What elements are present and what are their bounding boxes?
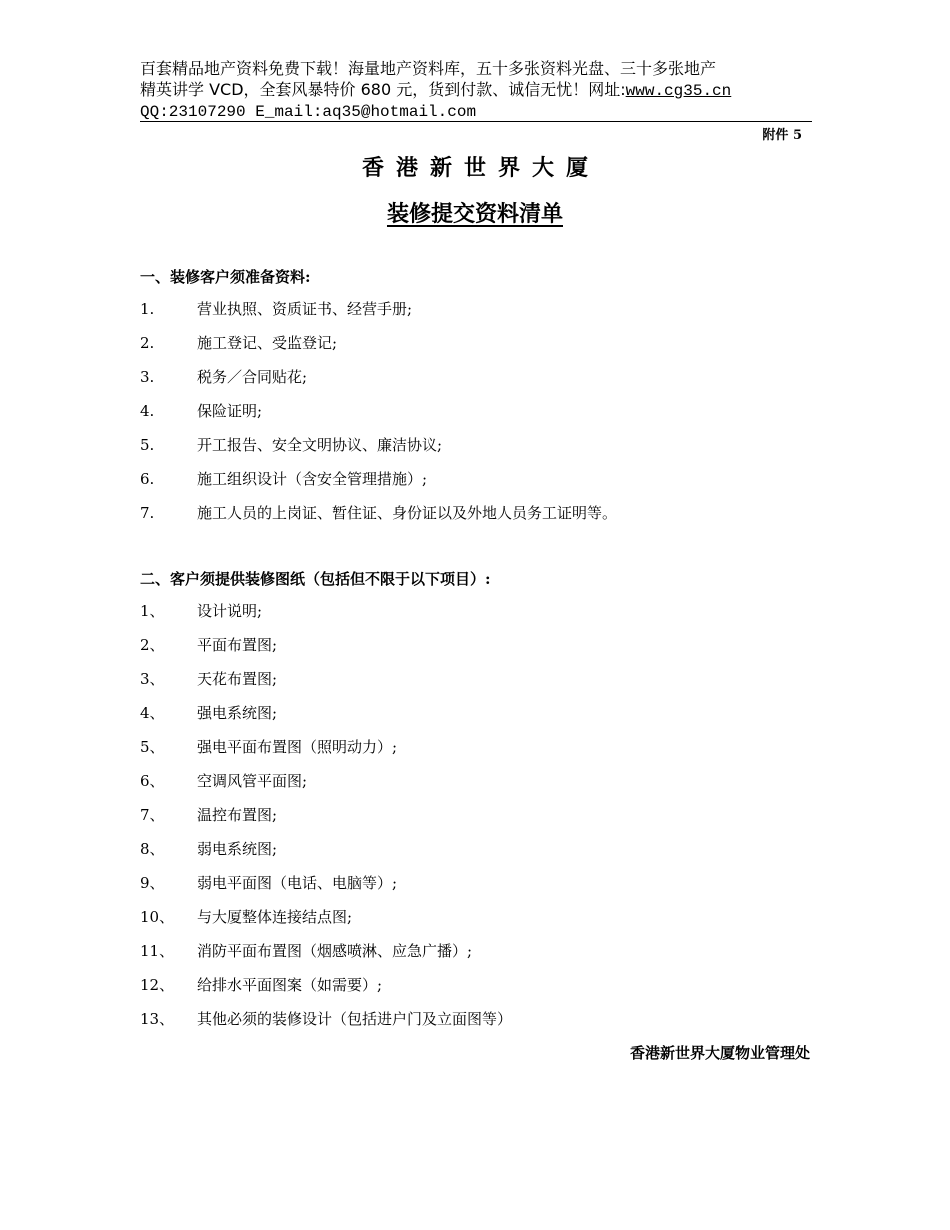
list-item: [140, 934, 812, 968]
list-item: [140, 764, 812, 798]
list-item: [140, 968, 812, 1002]
list-item: [140, 866, 812, 900]
list-item: [140, 1002, 812, 1036]
ad-line-1: 百套精品地产资料免费下载！海量地产资料库，五十多张资料光盘、三十多张地产: [140, 59, 717, 78]
item-number: 8、: [140, 840, 165, 858]
item-text: 强电平面布置图（照明动力）;: [197, 738, 398, 756]
item-text: 施工组织设计（含安全管理措施）;: [197, 470, 428, 488]
item-number: 4、: [140, 704, 165, 722]
item-list: [140, 594, 812, 1036]
header-divider: [140, 121, 812, 122]
attachment-label: 附件 5: [762, 128, 802, 143]
document-subtitle: 装修提交资料清单: [386, 201, 563, 227]
list-item: [140, 662, 812, 696]
website-link[interactable]: www.cg35.cn: [625, 82, 732, 100]
ad-line-2-text: 精英讲学 VCD，全套风暴特价 680 元，货到付款、诚信无忧！网址:: [140, 80, 626, 99]
ad-line-2: [140, 79, 812, 102]
list-item: [140, 594, 812, 628]
item-text: 保险证明;: [197, 402, 263, 420]
list-item: [140, 394, 812, 428]
list-item: [140, 696, 812, 730]
item-number: 9、: [140, 874, 165, 892]
item-number: 2、: [140, 636, 165, 654]
list-item: [140, 900, 812, 934]
item-number: 2.: [140, 334, 155, 352]
item-text: 弱电系统图;: [197, 840, 278, 858]
item-text: 开工报告、安全文明协议、廉洁协议;: [197, 436, 443, 454]
item-text: 给排水平面图案（如需要）;: [197, 976, 383, 994]
item-text: 与大厦整体连接结点图;: [197, 908, 353, 926]
item-text: 温控布置图;: [197, 806, 278, 824]
list-item: [140, 798, 812, 832]
item-number: 4.: [140, 402, 155, 420]
section-heading: 二、客户须提供装修图纸（包括但不限于以下项目）:: [140, 570, 491, 588]
list-item: [140, 730, 812, 764]
item-text: 其他必须的装修设计（包括进户门及立面图等）: [197, 1010, 513, 1028]
list-item: [140, 462, 812, 496]
item-list: [140, 292, 812, 530]
item-number: 1.: [140, 300, 155, 318]
item-text: 天花布置图;: [197, 670, 278, 688]
document-title: 香港新世界大厦: [361, 155, 600, 181]
item-text: 空调风管平面图;: [197, 772, 308, 790]
item-text: 平面布置图;: [197, 636, 278, 654]
item-number: 12、: [140, 976, 175, 994]
section-required-drawings: [140, 564, 812, 1036]
list-item: [140, 326, 812, 360]
item-number: 1、: [140, 602, 165, 620]
list-item: [140, 496, 812, 530]
section-required-documents: [140, 262, 812, 530]
item-number: 5、: [140, 738, 165, 756]
item-number: 3.: [140, 368, 155, 386]
item-text: 强电系统图;: [197, 704, 278, 722]
item-number: 7、: [140, 806, 165, 824]
item-number: 6、: [140, 772, 165, 790]
item-text: 设计说明;: [197, 602, 263, 620]
list-item: [140, 628, 812, 662]
item-number: 10、: [140, 908, 175, 926]
item-number: 13、: [140, 1010, 175, 1028]
item-text: 施工登记、受监登记;: [197, 334, 338, 352]
item-number: 7.: [140, 504, 155, 522]
item-text: 消防平面布置图（烟感喷淋、应急广播）;: [197, 942, 473, 960]
section-heading: 一、装修客户须准备资料:: [140, 268, 311, 286]
list-item: [140, 292, 812, 326]
item-text: 施工人员的上岗证、暂住证、身份证以及外地人员务工证明等。: [197, 504, 618, 522]
item-number: 6.: [140, 470, 155, 488]
item-number: 5.: [140, 436, 155, 454]
item-text: 税务／合同贴花;: [197, 368, 308, 386]
item-number: 3、: [140, 670, 165, 688]
list-item: [140, 360, 812, 394]
item-text: 营业执照、资质证书、经营手册;: [197, 300, 413, 318]
signature: 香港新世界大厦物业管理处: [629, 1044, 810, 1062]
contact-line: QQ:23107290 E_mail:aq35@hotmail.com: [140, 103, 477, 121]
list-item: [140, 832, 812, 866]
item-text: 弱电平面图（电话、电脑等）;: [197, 874, 398, 892]
list-item: [140, 428, 812, 462]
ad-header: [140, 58, 812, 123]
item-number: 11、: [140, 942, 175, 960]
